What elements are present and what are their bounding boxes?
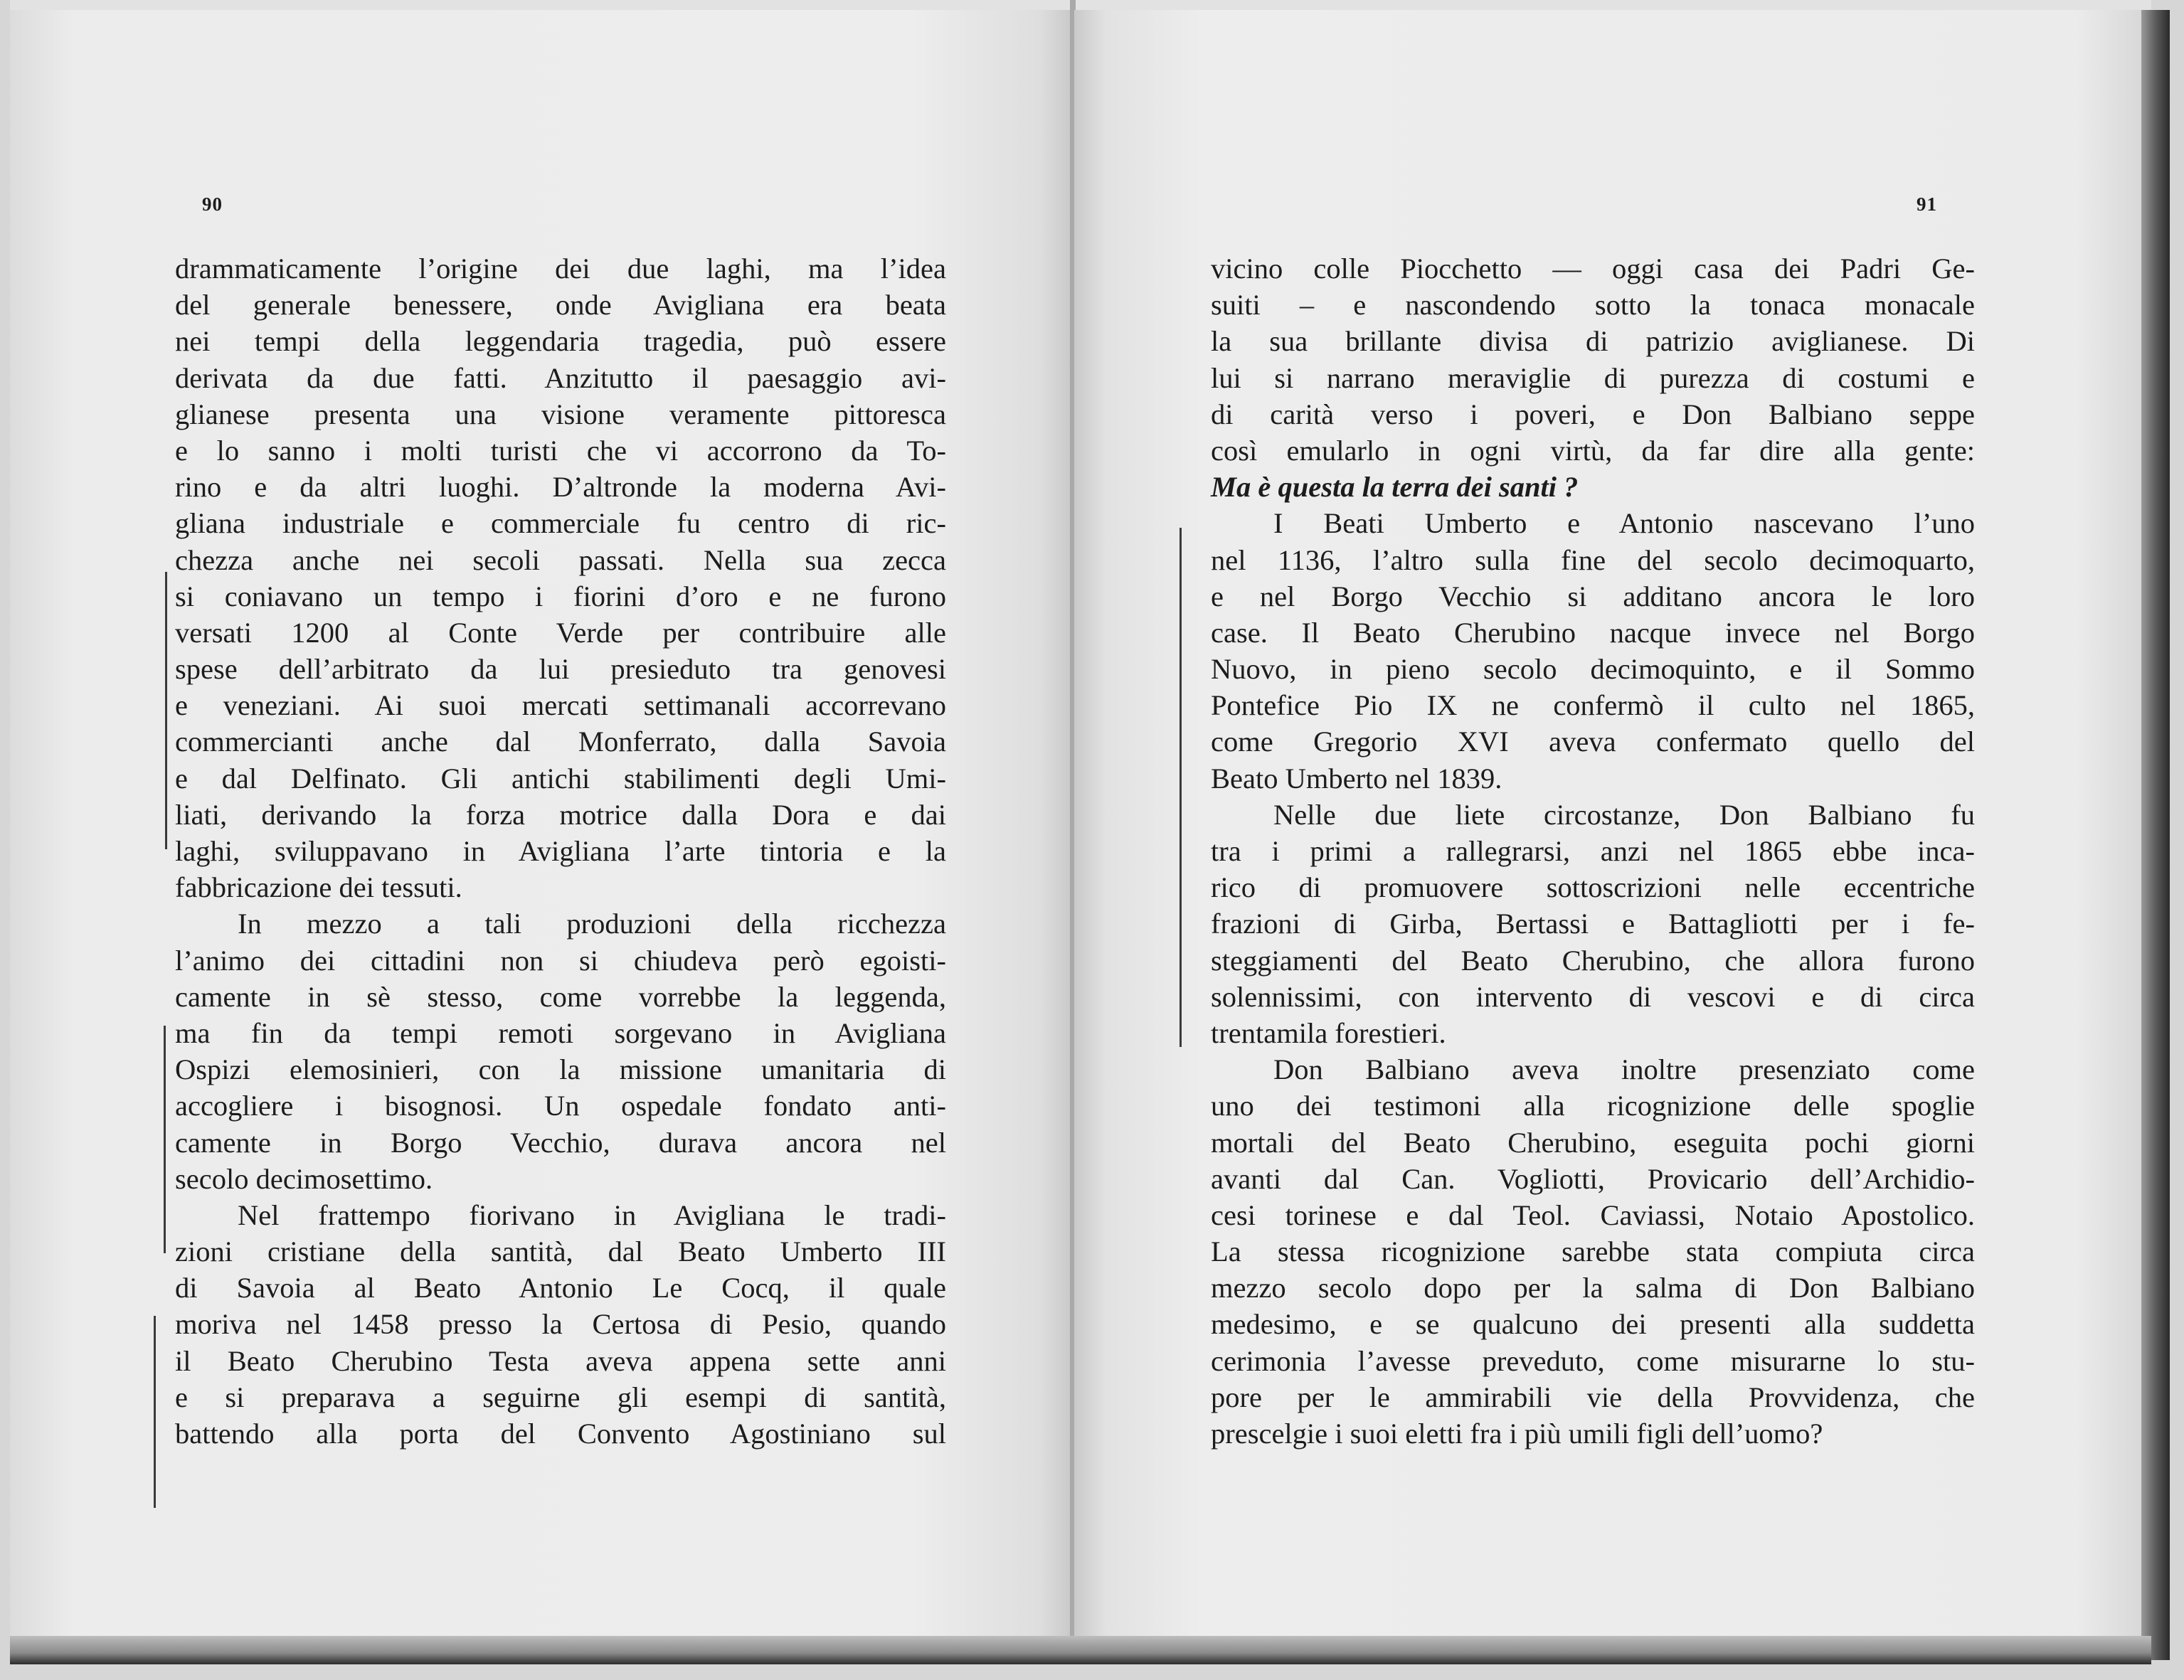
text-line: laghi, sviluppavano in Avigliana l’arte tintoria e la xyxy=(175,835,946,867)
margin-mark xyxy=(1180,528,1182,1047)
page-edge-bottom xyxy=(10,1636,2151,1664)
text-line: frazioni di Girba, Bertassi e Battagliotti per i fe- xyxy=(1211,908,1975,940)
text-line: solennissimi, con intervento di vescovi e di circa xyxy=(1211,980,1975,1013)
right-page xyxy=(1074,10,2141,1646)
text-line: case. Il Beato Cherubino nacque invece nel Borgo xyxy=(1211,616,1975,649)
text-line: la sua brillante divisa di patrizio aviglianese. Di xyxy=(1211,325,1975,358)
text-line: avanti dal Can. Vogliotti, Provicario dell’Archidio- xyxy=(1211,1162,1975,1195)
italic-text: Ma è questa la terra dei santi ? xyxy=(1211,471,1579,504)
text-line: cesi torinese e dal Teol. Caviassi, Notaio Apostolico. xyxy=(1211,1198,1975,1231)
text-line: uno dei testimoni alla ricognizione delle spoglie xyxy=(1211,1090,1975,1122)
page-number-right: 91 xyxy=(1917,193,1937,215)
text-line: pore per le ammirabili vie della Provvidenza, che xyxy=(1211,1381,1975,1413)
text-line: e veneziani. Ai suoi mercati settimanali accorrevano xyxy=(175,689,946,722)
text-line: mezzo secolo dopo per la salma di Don Balbiano xyxy=(1211,1272,1975,1304)
text-line: ma fin da tempi remoti sorgevano in Avigliana xyxy=(175,1016,946,1049)
text-line: l’animo dei cittadini non si chiudeva però egoisti- xyxy=(175,944,946,977)
text-line: commercianti anche dal Monferrato, dalla Savoia xyxy=(175,725,946,758)
text-line: di Savoia al Beato Antonio Le Cocq, il quale xyxy=(175,1272,946,1304)
text-line: e nel Borgo Vecchio si additano ancora le loro xyxy=(1211,580,1975,612)
text-line: Ospizi elemosinieri, con la missione umanitaria di xyxy=(175,1053,946,1086)
text-line: gliana industriale e commerciale fu centro di ric- xyxy=(175,507,946,540)
text-line: nei tempi della leggendaria tragedia, può essere xyxy=(175,325,946,358)
text-line: e lo sanno i molti turisti che vi accorrono da To- xyxy=(175,434,946,467)
text-line: moriva nel 1458 presso la Certosa di Pesio, quando xyxy=(175,1308,946,1341)
text-line: I Beati Umberto e Antonio nascevano l’uno xyxy=(1273,507,1975,540)
text-line: cerimonia l’avesse preveduto, come misurarne lo stu- xyxy=(1211,1344,1975,1377)
text-line: come Gregorio XVI aveva confermato quello del xyxy=(1211,725,1975,758)
text-line: accogliere i bisognosi. Un ospedale fondato anti- xyxy=(175,1090,946,1122)
text-line: del generale benessere, onde Avigliana era beata xyxy=(175,289,946,321)
text-line: nel 1136, l’altro sulla fine del secolo decimoquarto, xyxy=(1211,543,1975,576)
text-line: camente in sè stesso, come vorrebbe la leggenda, xyxy=(175,980,946,1013)
text-line: Nelle due liete circostanze, Don Balbiano fu xyxy=(1273,798,1975,831)
text-line: rino e da altri luoghi. D’altronde la moderna Avi- xyxy=(175,471,946,504)
text-line: chezza anche nei secoli passati. Nella sua zecca xyxy=(175,543,946,576)
page-edge-right xyxy=(2141,10,2170,1660)
text-line: prescelgie i suoi eletti fra i più umili figli dell’uomo? xyxy=(1211,1418,1823,1450)
text-line: Nel frattempo fiorivano in Avigliana le tradi- xyxy=(238,1198,946,1231)
text-line: secolo decimosettimo. xyxy=(175,1162,433,1195)
text-line: di carità verso i poveri, e Don Balbiano seppe xyxy=(1211,398,1975,430)
text-line: liati, derivando la forza motrice dalla Dora e dai xyxy=(175,798,946,831)
text-line: lui si narrano meraviglie di purezza di costumi e xyxy=(1211,361,1975,394)
text-line: Pontefice Pio IX ne confermò il culto nel 1865, xyxy=(1211,689,1975,722)
text-line: tra i primi a rallegrarsi, anzi nel 1865 ebbe inca- xyxy=(1211,835,1975,867)
text-line: versati 1200 al Conte Verde per contribuire alle xyxy=(175,616,946,649)
text-line: steggiamenti del Beato Cherubino, che allora furono xyxy=(1211,944,1975,977)
text-line: fabbricazione dei tessuti. xyxy=(175,871,462,904)
text-line: e si preparava a seguirne gli esempi di santità, xyxy=(175,1381,946,1413)
text-line: rico di promuovere sottoscrizioni nelle eccentriche xyxy=(1211,871,1975,904)
text-line: vicino colle Piocchetto — oggi casa dei Padri Ge- xyxy=(1211,252,1975,285)
margin-mark xyxy=(154,1316,156,1508)
text-line: mortali del Beato Cherubino, eseguita pochi giorni xyxy=(1211,1126,1975,1159)
text-line: e dal Delfinato. Gli antichi stabilimenti degli Umi- xyxy=(175,762,946,794)
text-line: Nuovo, in pieno secolo decimoquinto, e il Sommo xyxy=(1211,653,1975,686)
margin-mark xyxy=(165,572,167,849)
text-line: derivata da due fatti. Anzitutto il paesaggio avi- xyxy=(175,361,946,394)
text-line: La stessa ricognizione sarebbe stata compiuta circa xyxy=(1211,1235,1975,1268)
text-line: suiti – e nascondendo sotto la tonaca monacale xyxy=(1211,289,1975,321)
text-line: medesimo, e se qualcuno dei presenti alla suddetta xyxy=(1211,1308,1975,1341)
page-number-left: 90 xyxy=(202,193,223,215)
book-spread xyxy=(10,0,2151,1661)
left-page xyxy=(10,10,1071,1646)
text-line: Don Balbiano aveva inoltre presenziato come xyxy=(1273,1053,1975,1086)
text-line: così emularlo in ogni virtù, da far dire alla gente: xyxy=(1211,434,1975,467)
text-line: battendo alla porta del Convento Agostiniano sul xyxy=(175,1418,946,1450)
text-line: camente in Borgo Vecchio, durava ancora nel xyxy=(175,1126,946,1159)
text-line: glianese presenta una visione veramente pittoresca xyxy=(175,398,946,430)
text-line: zioni cristiane della santità, dal Beato Umberto III xyxy=(175,1235,946,1268)
text-line: si coniavano un tempo i fiorini d’oro e ne furono xyxy=(175,580,946,612)
text-line: Beato Umberto nel 1839. xyxy=(1211,762,1502,794)
text-line: il Beato Cherubino Testa aveva appena sette anni xyxy=(175,1344,946,1377)
left-page-body-text xyxy=(175,250,946,1452)
margin-mark xyxy=(164,1026,166,1253)
text-line: spese dell’arbitrato da lui presieduto tra genovesi xyxy=(175,653,946,686)
text-line: In mezzo a tali produzioni della ricchezza xyxy=(238,908,946,940)
text-line: drammaticamente l’origine dei due laghi, ma l’idea xyxy=(175,252,946,285)
text-line: trentamila forestieri. xyxy=(1211,1016,1446,1049)
right-page-body-text xyxy=(1211,250,1975,1452)
text-line xyxy=(1211,469,1975,505)
